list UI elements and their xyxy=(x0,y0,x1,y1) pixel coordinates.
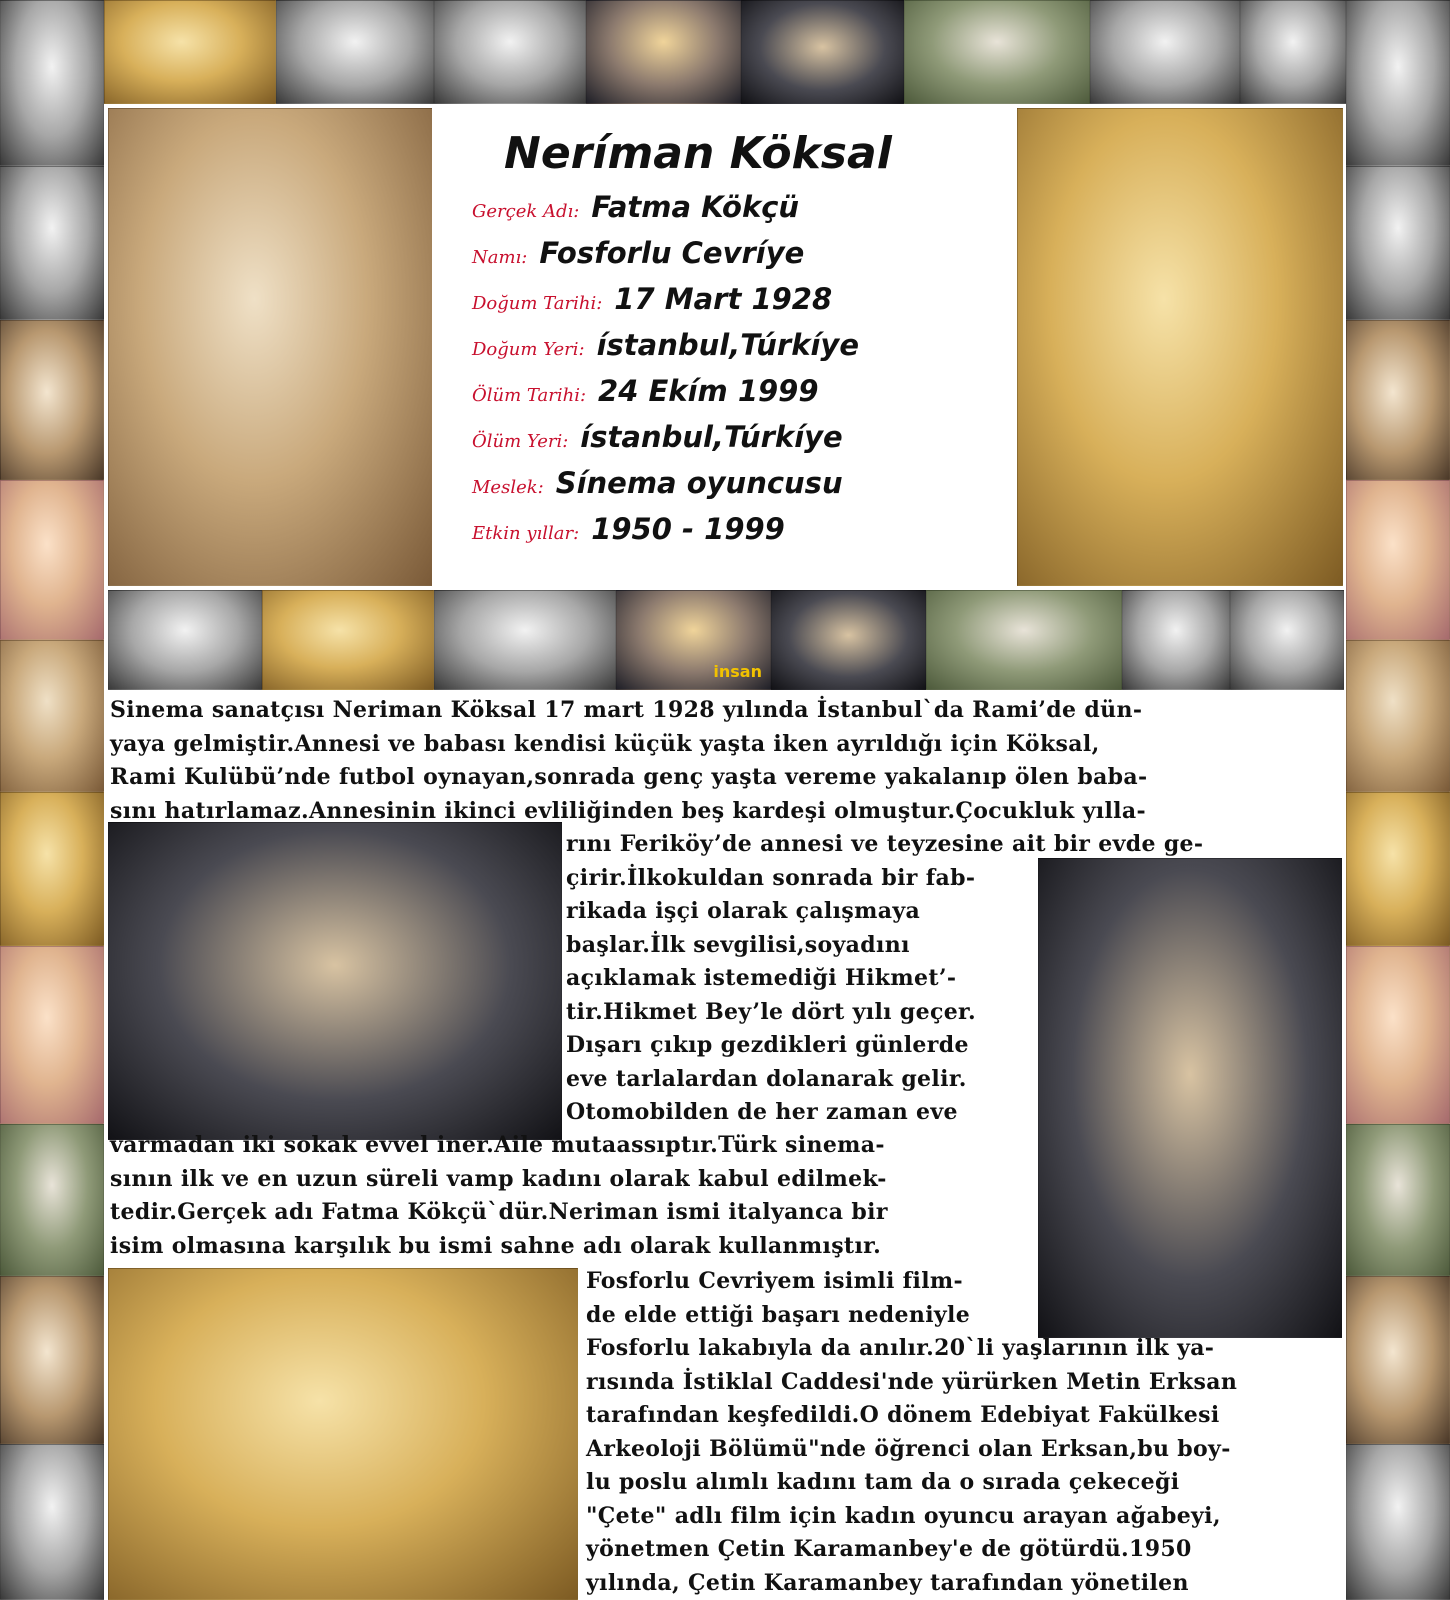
field-label: Ölüm Tarihi: xyxy=(472,385,587,406)
field-nickname xyxy=(472,236,804,270)
text-line: de elde ettiği başarı nedeniyle xyxy=(586,1301,971,1328)
text-line: sını hatırlamaz.Annesinin ikinci evliliğinden beş kardeşi olmuştur.Çocukluk yılla- xyxy=(110,797,1146,824)
portrait-photo xyxy=(108,590,262,690)
text-line: isim olmasına karşılık bu ismi sahne adı olarak kullanmıştır. xyxy=(110,1232,882,1259)
portrait-photo xyxy=(1090,0,1240,104)
portrait-photo xyxy=(1230,590,1344,690)
text-line: rını Feriköy’de annesi ve teyzesine ait bir evde ge- xyxy=(566,831,1204,857)
text-line: yaya gelmiştir.Annesi ve babası kendisi küçük yaşta iken ayrıldığı için Köksal, xyxy=(110,730,1100,757)
headscarf-photo xyxy=(926,590,1122,690)
beach-photo xyxy=(434,590,616,690)
article-text xyxy=(110,1129,888,1263)
winking-closeup-photo xyxy=(108,1268,578,1600)
profile-card xyxy=(432,108,1017,586)
text-line: lu poslu alımlı kadını tam da o sırada çekeceği xyxy=(586,1469,1180,1495)
text-line: tarafından keşfedildi.O dönem Edebiyat Fakülkesi xyxy=(586,1402,1220,1428)
field-label: Doğum Tarihi: xyxy=(472,293,603,314)
field-value: 1950 - 1999 xyxy=(591,512,785,546)
text-line: Dışarı çıkıp gezdikleri günlerde xyxy=(566,1032,969,1058)
text-line: yılında, Çetin Karamanbey tarafından yönetilen xyxy=(586,1569,1189,1596)
text-line: Rami Kulübü’nde futbol oynayan,sonrada genç yaşta vereme yakalanıp ölen baba- xyxy=(110,764,1148,790)
portrait-photo xyxy=(0,792,104,946)
portrait-photo xyxy=(1346,1124,1450,1276)
text-line: tedir.Gerçek adı Fatma Kökçü`dür.Neriman ismi italyanca bir xyxy=(110,1199,888,1225)
portrait-photo xyxy=(0,946,104,1124)
text-line: çirir.İlkokuldan sonrada bir fab- xyxy=(566,864,976,891)
field-label: Doğum Yeri: xyxy=(472,339,585,360)
portrait-photo xyxy=(1346,792,1450,946)
field-value: Fosforlu Cevríye xyxy=(539,236,805,270)
text-line: tir.Hikmet Bey’le dört yılı geçer. xyxy=(566,998,976,1025)
text-line: açıklamak istemediği Hikmet’- xyxy=(566,965,957,991)
field-death-date xyxy=(472,374,819,408)
portrait-photo xyxy=(1346,946,1450,1124)
text-line: rısında İstiklal Caddesi'nde yürürken Metin Erksan xyxy=(586,1368,1238,1395)
portrait-photo xyxy=(0,480,104,640)
tv-interview-photo xyxy=(586,0,741,104)
portrait-photo xyxy=(0,640,104,792)
portrait-photo xyxy=(1346,320,1450,480)
portrait-photo xyxy=(0,1124,104,1276)
winking-portrait-photo xyxy=(108,108,433,586)
portrait-photo xyxy=(1122,590,1230,690)
portrait-photo xyxy=(434,0,586,104)
article-text xyxy=(566,828,1203,1130)
field-value: 17 Mart 1928 xyxy=(614,282,833,316)
field-value: ístanbul,Túrkíye xyxy=(580,420,843,454)
portrait-photo xyxy=(0,166,104,320)
portrait-photo xyxy=(1346,480,1450,640)
field-value: Sínema oyuncusu xyxy=(555,466,843,500)
field-birth-date xyxy=(472,282,832,316)
text-line: eve tarlalardan dolanarak gelir. xyxy=(566,1065,967,1092)
portrait-photo xyxy=(1346,1276,1450,1444)
field-value: ístanbul,Túrkíye xyxy=(596,328,860,362)
portrait-photo xyxy=(1346,166,1450,320)
beach-photo xyxy=(276,0,434,104)
text-line: Arkeoloji Bölümü"nde öğrenci olan Erksan,bu boy- xyxy=(586,1435,1231,1462)
field-birth-place xyxy=(472,328,859,362)
field-label: Gerçek Adı: xyxy=(472,201,580,222)
portrait-photo xyxy=(262,590,434,690)
tv-logo: insan xyxy=(713,662,762,681)
field-value: Fatma Kökçü xyxy=(591,190,800,224)
text-line: "Çete" adlı film için kadın oyuncu arayan ağabeyi, xyxy=(586,1502,1221,1529)
text-line: sının ilk ve en uzun süreli vamp kadını olarak kabul edilmek- xyxy=(110,1165,887,1192)
field-death-place xyxy=(472,420,843,454)
field-label: Ölüm Yeri: xyxy=(472,431,569,452)
field-profession xyxy=(472,466,843,500)
text-line: rikada işçi olarak çalışmaya xyxy=(566,898,921,924)
article-text xyxy=(110,694,1148,828)
field-real-name xyxy=(472,190,799,224)
portrait-photo xyxy=(741,0,904,104)
portrait-photo xyxy=(771,590,926,690)
field-active-years xyxy=(472,512,785,546)
field-label: Etkin yıllar: xyxy=(472,523,580,544)
portrait-photo xyxy=(1240,0,1346,104)
text-line: varmadan iki sokak evvel iner.Aile mutaassıptır.Türk sinema- xyxy=(110,1132,885,1158)
portrait-photo xyxy=(0,1444,104,1600)
portrait-photo xyxy=(1346,0,1450,166)
article-text xyxy=(586,1265,1237,1600)
text-line: başlar.İlk sevgilisi,soyadını xyxy=(566,931,910,958)
text-line: Fosforlu Cevriyem isimli film- xyxy=(586,1268,964,1294)
smiling-portrait-photo xyxy=(1017,108,1343,586)
portrait-photo xyxy=(1346,640,1450,792)
portrait-photo xyxy=(0,0,104,166)
text-line: Sinema sanatçısı Neriman Köksal 17 mart 1928 yılında İstanbul`da Rami’de dün- xyxy=(110,697,1143,723)
text-line: Fosforlu lakabıyla da anılır.20`li yaşlarının ilk ya- xyxy=(586,1335,1215,1361)
field-label: Namı: xyxy=(472,247,528,268)
portrait-photo xyxy=(0,320,104,480)
text-line: Otomobilden de her zaman eve xyxy=(566,1099,958,1125)
headscarf-photo xyxy=(904,0,1090,104)
field-value: 24 Ekím 1999 xyxy=(598,374,819,408)
field-label: Meslek: xyxy=(472,477,544,498)
seated-portrait-photo xyxy=(108,822,562,1140)
text-line: yönetmen Çetin Karamanbey'e de götürdü.1950 xyxy=(586,1536,1192,1562)
portrait-photo xyxy=(104,0,276,104)
portrait-photo xyxy=(0,1276,104,1444)
portrait-photo xyxy=(1346,1444,1450,1600)
tv-interview-photo xyxy=(616,590,771,690)
actress-name: Neríman Köksal xyxy=(504,128,892,179)
